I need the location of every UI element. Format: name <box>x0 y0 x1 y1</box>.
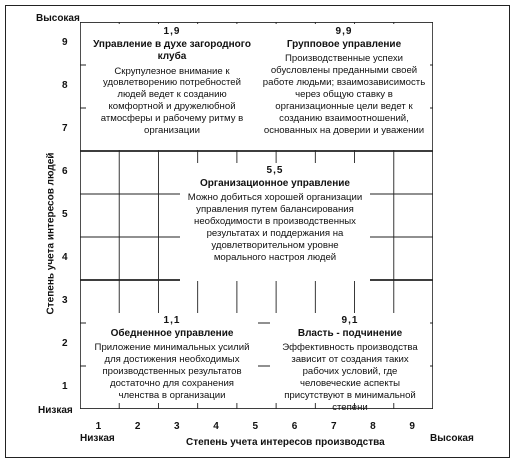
style-title: Управление в духе загородного клуба <box>93 38 251 62</box>
style-code: 5,5 <box>266 165 284 176</box>
y-axis-high-label: Высокая <box>36 13 80 24</box>
x-tick-label: 4 <box>213 421 219 432</box>
style-box-authority-compliance <box>270 313 430 413</box>
style-description: Приложение минимальных усилий для достижения необходимых производственных результатов достаточно для сохранения членства в организации <box>94 342 250 401</box>
style-code: 1,9 <box>163 26 181 37</box>
y-tick-label: 4 <box>62 251 68 263</box>
style-description: Производственные успехи обусловлены преданными своей работе людьми; взаимозависимость через общую ставку в организационные цели ведет к созданию взаимоотношений, основанных на доверии и уважении <box>262 53 426 136</box>
style-title: Власть - подчинение <box>297 327 403 339</box>
style-box-country-club <box>86 24 258 150</box>
y-tick-label: 7 <box>62 122 68 134</box>
style-description: Эффективность производства зависит от создания таких рабочих условий, где человеческие аспекты присутствуют в минимальной степени <box>282 342 418 413</box>
x-axis-title: Степень учета интересов производства <box>186 437 385 448</box>
x-axis-high-label: Высокая <box>430 433 474 444</box>
y-tick-label: 9 <box>62 36 68 48</box>
y-tick-label: 2 <box>62 337 68 349</box>
style-description: Можно добиться хорошей организации управления путем балансирования необходимости в производственных результатах и поддержания на удовлетворительном уровне морального настроя людей <box>187 192 363 263</box>
x-tick-label: 1 <box>95 421 102 432</box>
x-tick-label: 6 <box>291 421 298 432</box>
style-description: Скрупулезное внимание к удовлетворению потребностей людей ведет к созданию комфортной и дружелюбной атмосферы и рабочему ритму в организации <box>100 65 244 137</box>
style-code: 9,9 <box>335 26 353 37</box>
x-tick-label: 9 <box>409 421 415 432</box>
y-tick-label: 8 <box>62 79 68 91</box>
x-tick-label: 7 <box>330 421 337 432</box>
x-tick-label: 3 <box>174 421 180 432</box>
style-box-organization-man <box>180 163 370 281</box>
x-axis-low-label: Низкая <box>80 433 115 444</box>
y-axis-low-label: Низкая <box>38 405 73 416</box>
y-tick-label: 5 <box>62 208 68 220</box>
style-title: Групповое управление <box>286 38 402 50</box>
style-title: Организационное управление <box>200 177 350 189</box>
y-axis-title: Степень учета интересов людей <box>45 152 57 315</box>
y-tick-label: 3 <box>62 294 68 306</box>
style-box-impoverished <box>86 313 258 403</box>
x-tick-label: 8 <box>370 421 376 432</box>
x-tick-label: 5 <box>252 421 259 432</box>
style-title: Обедненное управление <box>110 327 234 339</box>
y-tick-label: 1 <box>62 380 68 392</box>
y-tick-label: 6 <box>62 165 68 177</box>
style-box-team <box>258 24 430 150</box>
x-tick-label: 2 <box>134 421 141 432</box>
style-code: 9,1 <box>341 315 359 326</box>
style-code: 1,1 <box>163 315 181 326</box>
